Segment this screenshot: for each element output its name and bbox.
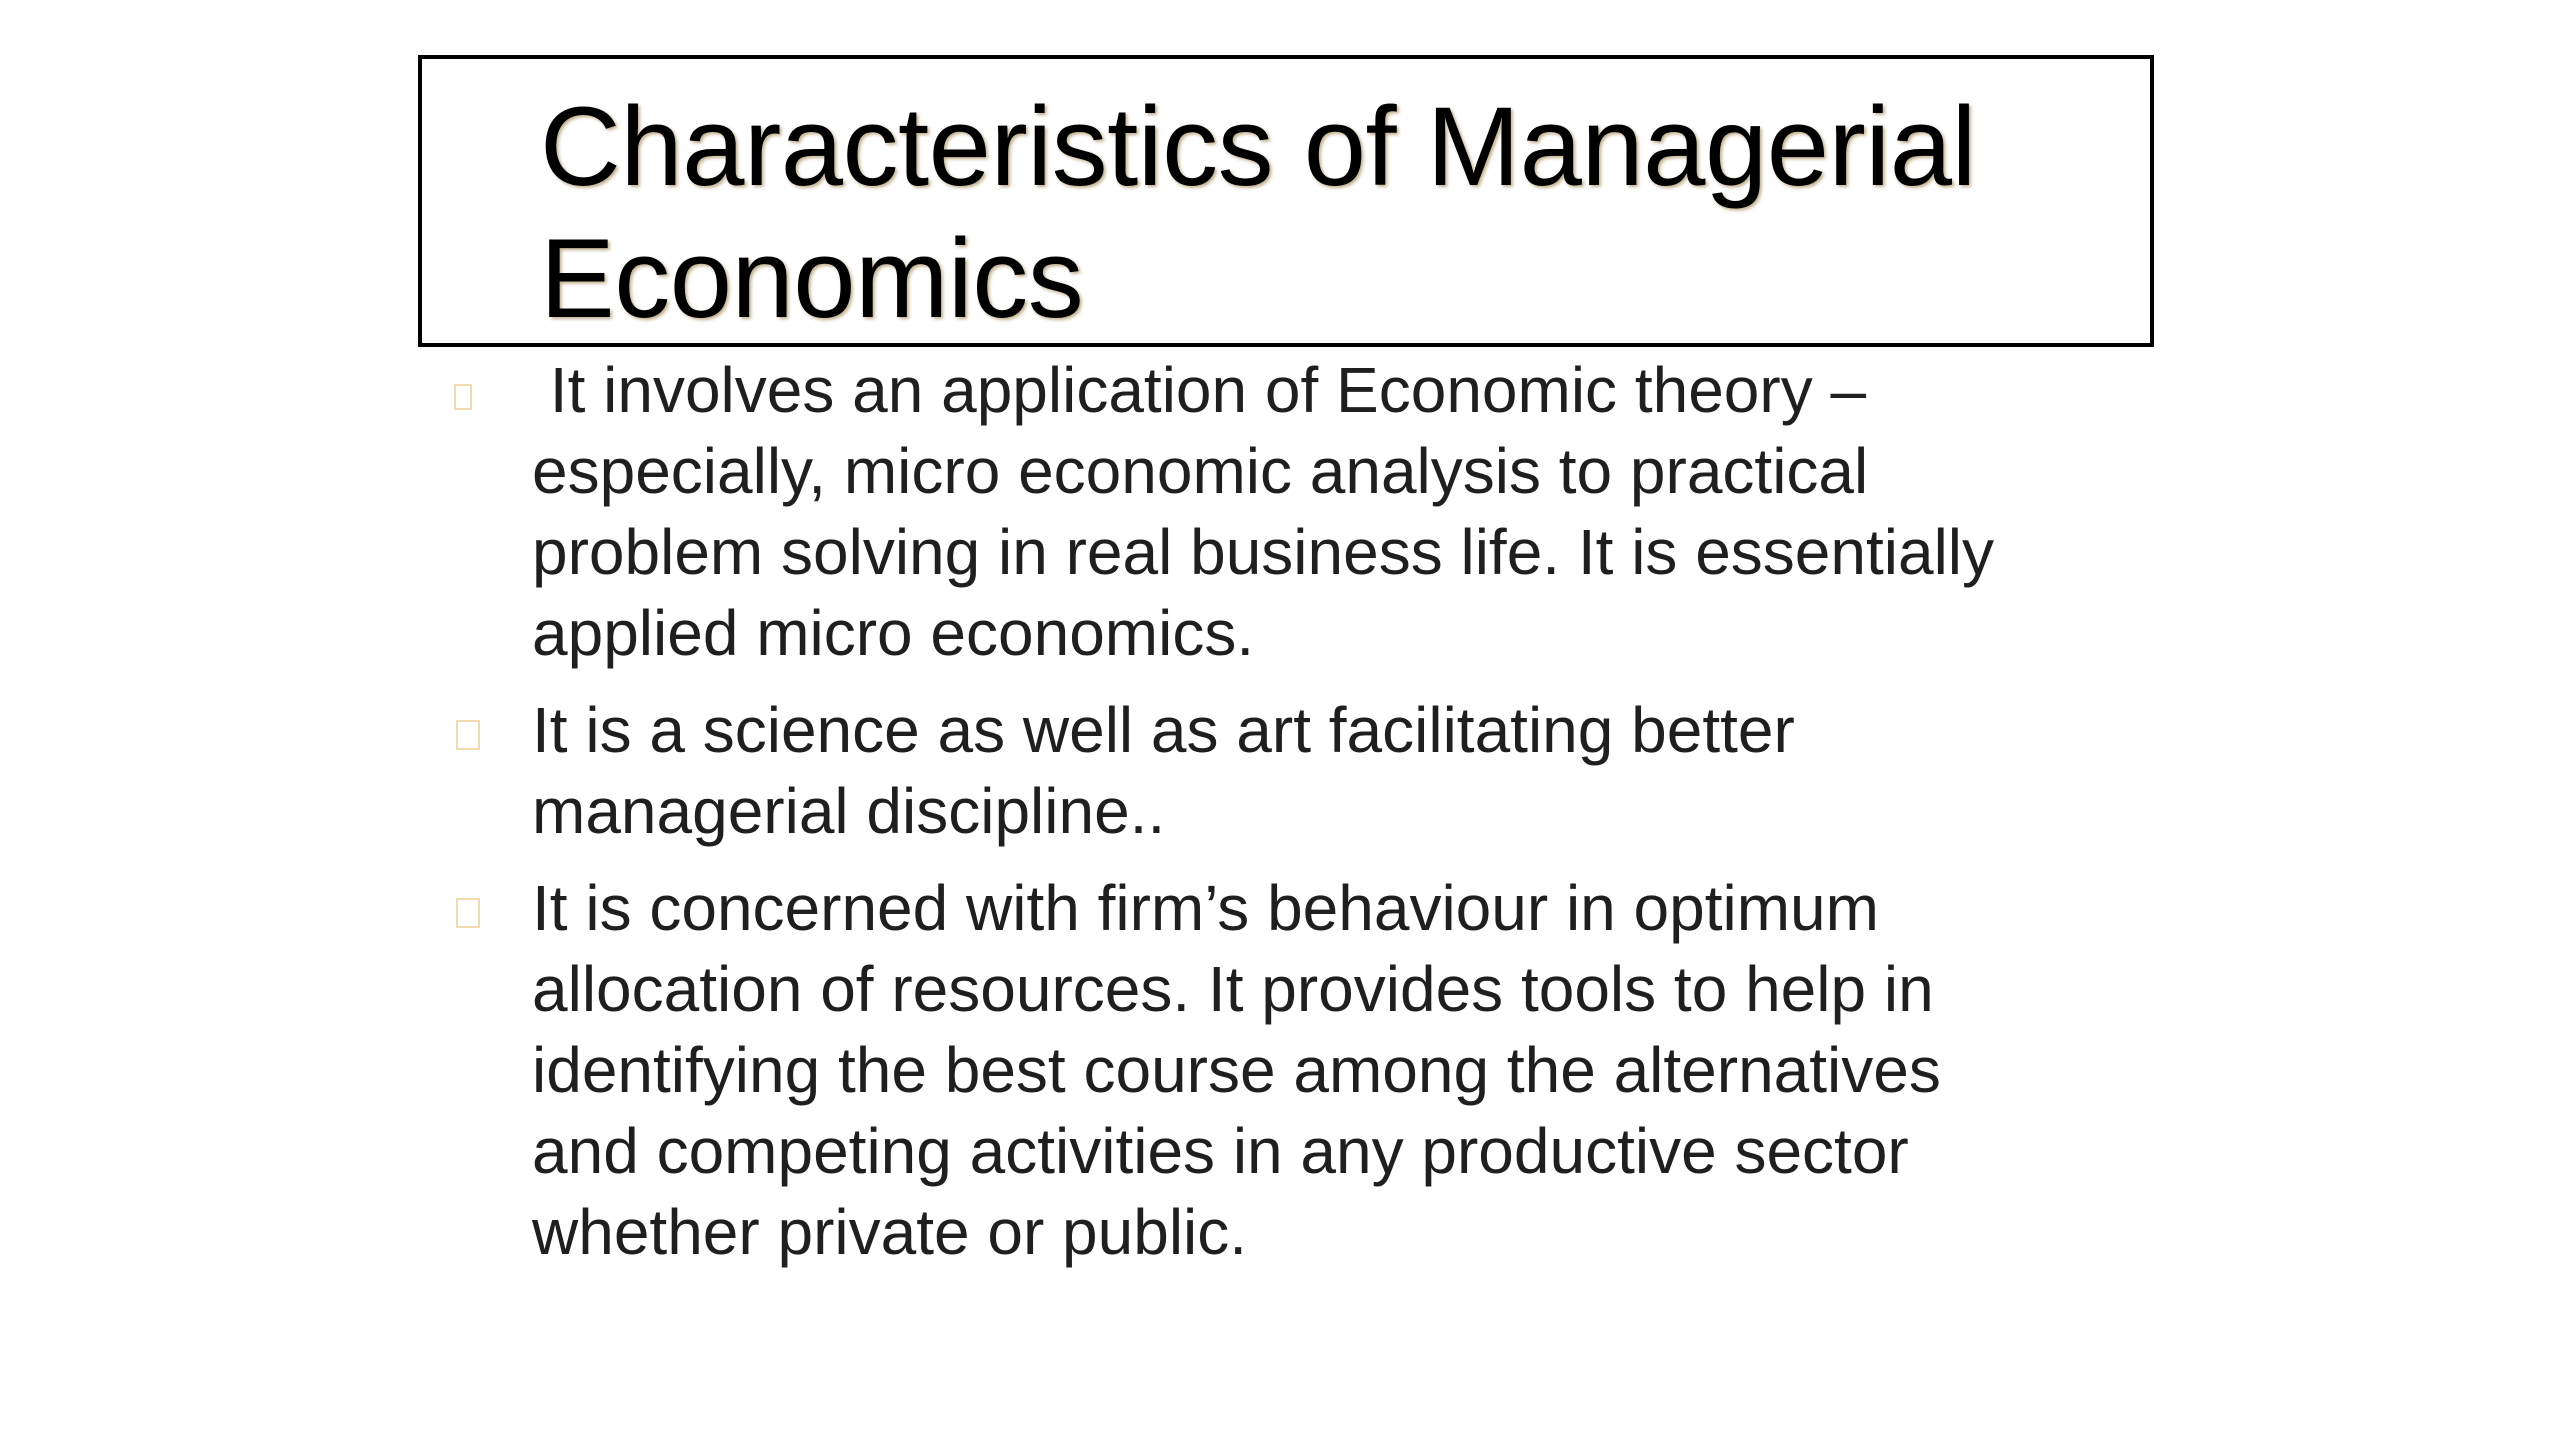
- bullet-1-line-1: It involves an application of Economic theory –: [532, 354, 1867, 426]
- bullet-item-2: [450, 690, 2150, 852]
- slide-title: [540, 81, 1976, 345]
- bullet-3-line-5: whether private or public.: [532, 1196, 1248, 1268]
- bullet-3-line-3: identifying the best course among the alternatives: [532, 1034, 1941, 1106]
- title-box: [418, 55, 2154, 347]
- bullet-item-1: [450, 350, 2150, 674]
- bullet-2-line-1: It is a science as well as art facilitating better: [532, 694, 1795, 766]
- bullet-1-line-3: problem solving in real business life. It is essentially: [532, 516, 1994, 588]
- bullet-3-line-1: It is concerned with firm’s behaviour in optimum: [532, 872, 1879, 944]
- title-line-2: Economics: [540, 216, 1084, 341]
- hollow-square-icon: [454, 384, 472, 410]
- title-line-1: Characteristics of Managerial: [540, 84, 1976, 209]
- bullet-1-line-2: especially, micro economic analysis to practical: [532, 435, 1869, 507]
- bullet-3-line-4: and competing activities in any productive sector: [532, 1115, 1909, 1187]
- bullet-1-line-4: applied micro economics.: [532, 597, 1255, 669]
- bullet-list: [450, 350, 2150, 1289]
- bullet-3-line-2: allocation of resources. It provides tools to help in: [532, 953, 1934, 1025]
- bullet-item-3: [450, 868, 2150, 1273]
- hollow-square-icon: [456, 720, 480, 750]
- bullet-2-line-2: managerial discipline..: [532, 775, 1166, 847]
- hollow-square-icon: [456, 898, 480, 928]
